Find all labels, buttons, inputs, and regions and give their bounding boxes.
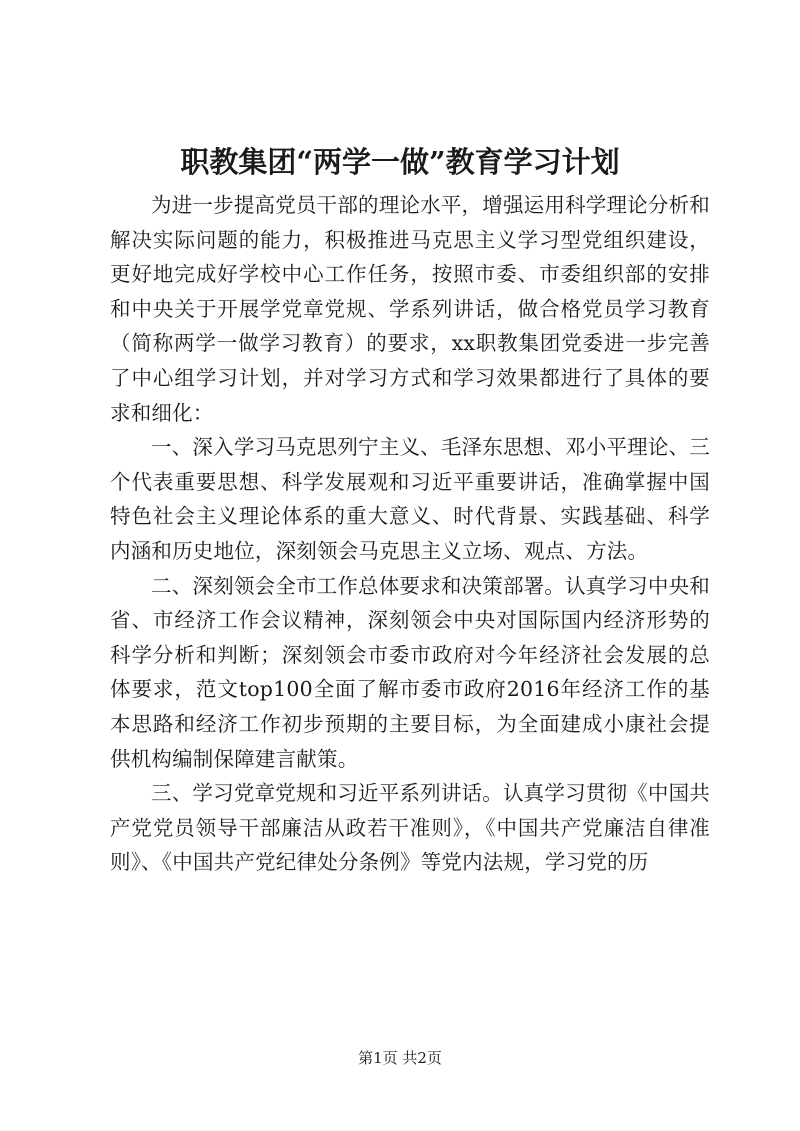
paragraph-section-2: 二、深刻领会全市工作总体要求和决策部署。认真学习中央和省、市经济工作会议精神，深刻领会中央对国际国内经济形势的科学分析和判断；深刻领会市委市政府对今年经济社会发展的总体要求，范文top100全面了解市委市政府2016年经济工作的基本思路和经济工作初步预期的主要目标，为全面建成小康社会提供机构编制保障建言献策。 xyxy=(110,573,710,771)
document-body xyxy=(110,188,710,880)
page-footer: 第1页 共2页 xyxy=(358,1049,442,1067)
paragraph-section-3: 三、学习党章党规和习近平系列讲话。认真学习贯彻《中国共产党党员领导干部廉洁从政若干准则》，《中国共产党廉洁自律准则》、《中国共产党纪律处分条例》等党内法规，学习党的历 xyxy=(110,781,710,875)
paragraph-intro: 为进一步提高党员干部的理论水平，增强运用科学理论分析和解决实际问题的能力，积极推进马克思主义学习型党组织建设，更好地完成好学校中心工作任务，按照市委、市委组织部的安排和中央关于开展学党章党规、学系列讲话，做合格党员学习教育（简称两学一做学习教育）的要求，xx职教集团党委进一步完善了中心组学习计划，并对学习方式和学习效果都进行了具体的要求和细化： xyxy=(110,193,710,425)
page-title: 职教集团“两学一做”教育学习计划 xyxy=(180,145,620,179)
paragraph-section-1: 一、深入学习马克思列宁主义、毛泽东思想、邓小平理论、三个代表重要思想、科学发展观和习近平重要讲话，准确掌握中国特色社会主义理论体系的重大意义、时代背景、实践基础、科学内涵和历史地位，深刻领会马克思主义立场、观点、方法。 xyxy=(110,435,710,563)
